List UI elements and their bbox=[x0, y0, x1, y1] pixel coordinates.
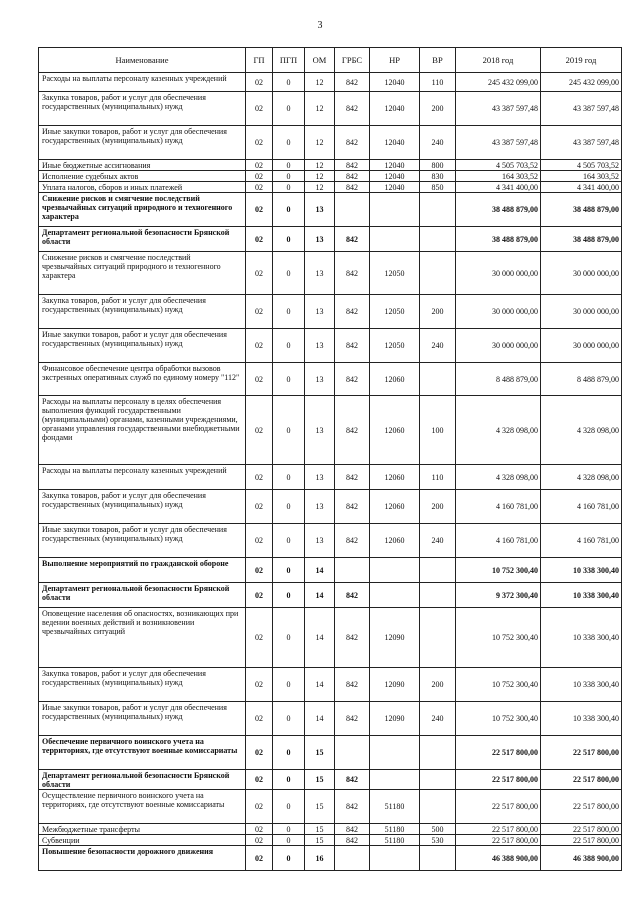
cell-y2018: 4 341 400,00 bbox=[456, 182, 541, 193]
cell-name: Повышение безопасности дорожного движения bbox=[39, 846, 246, 871]
cell-nr: 12090 bbox=[370, 608, 420, 668]
cell-pgp: 0 bbox=[273, 558, 305, 583]
cell-nr: 12090 bbox=[370, 702, 420, 736]
cell-y2019: 10 338 300,40 bbox=[541, 702, 622, 736]
table-row bbox=[39, 193, 622, 227]
cell-gp: 02 bbox=[246, 790, 273, 824]
cell-grbs: 842 bbox=[335, 295, 370, 329]
cell-om: 14 bbox=[305, 608, 335, 668]
cell-name: Расходы на выплаты персоналу казенных учреждений bbox=[39, 73, 246, 92]
cell-pgp: 0 bbox=[273, 160, 305, 171]
cell-name: Департамент региональной безопасности Брянской области bbox=[39, 227, 246, 252]
cell-grbs: 842 bbox=[335, 490, 370, 524]
cell-gp: 02 bbox=[246, 396, 273, 465]
cell-nr: 12040 bbox=[370, 160, 420, 171]
cell-om: 16 bbox=[305, 846, 335, 871]
table-row bbox=[39, 835, 622, 846]
cell-pgp: 0 bbox=[273, 329, 305, 363]
header-name: Наименование bbox=[39, 48, 246, 73]
table-row bbox=[39, 160, 622, 171]
header-vr: ВР bbox=[420, 48, 456, 73]
cell-nr: 12040 bbox=[370, 126, 420, 160]
cell-om: 13 bbox=[305, 524, 335, 558]
table-row bbox=[39, 396, 622, 465]
cell-gp: 02 bbox=[246, 835, 273, 846]
cell-nr: 12040 bbox=[370, 182, 420, 193]
cell-nr bbox=[370, 193, 420, 227]
cell-y2018: 22 517 800,00 bbox=[456, 790, 541, 824]
cell-nr: 12090 bbox=[370, 668, 420, 702]
cell-grbs bbox=[335, 558, 370, 583]
table-row bbox=[39, 490, 622, 524]
cell-grbs bbox=[335, 736, 370, 770]
cell-name: Межбюджетные трансферты bbox=[39, 824, 246, 835]
cell-pgp: 0 bbox=[273, 227, 305, 252]
cell-vr: 800 bbox=[420, 160, 456, 171]
cell-pgp: 0 bbox=[273, 490, 305, 524]
cell-gp: 02 bbox=[246, 126, 273, 160]
cell-y2019: 4 505 703,52 bbox=[541, 160, 622, 171]
cell-vr bbox=[420, 846, 456, 871]
cell-grbs: 842 bbox=[335, 329, 370, 363]
cell-grbs: 842 bbox=[335, 182, 370, 193]
cell-y2019: 164 303,52 bbox=[541, 171, 622, 182]
cell-vr: 200 bbox=[420, 490, 456, 524]
cell-grbs: 842 bbox=[335, 465, 370, 490]
table-row bbox=[39, 668, 622, 702]
cell-om: 15 bbox=[305, 824, 335, 835]
cell-vr: 240 bbox=[420, 126, 456, 160]
page-number: 3 bbox=[317, 20, 323, 31]
cell-y2019: 4 160 781,00 bbox=[541, 524, 622, 558]
cell-gp: 02 bbox=[246, 171, 273, 182]
cell-om: 12 bbox=[305, 182, 335, 193]
cell-nr bbox=[370, 846, 420, 871]
cell-grbs: 842 bbox=[335, 524, 370, 558]
cell-grbs: 842 bbox=[335, 702, 370, 736]
cell-y2018: 22 517 800,00 bbox=[456, 835, 541, 846]
table-row bbox=[39, 182, 622, 193]
cell-name: Департамент региональной безопасности Брянской области bbox=[39, 770, 246, 790]
cell-y2018: 10 752 300,40 bbox=[456, 608, 541, 668]
cell-pgp: 0 bbox=[273, 182, 305, 193]
cell-om: 14 bbox=[305, 702, 335, 736]
cell-nr: 12040 bbox=[370, 171, 420, 182]
table-row bbox=[39, 558, 622, 583]
table-row bbox=[39, 846, 622, 871]
cell-gp: 02 bbox=[246, 160, 273, 171]
cell-nr: 12050 bbox=[370, 295, 420, 329]
table-row bbox=[39, 252, 622, 295]
cell-nr: 51180 bbox=[370, 790, 420, 824]
cell-name: Иные закупки товаров, работ и услуг для обеспечения государственных (муниципальных) нужд bbox=[39, 126, 246, 160]
cell-gp: 02 bbox=[246, 73, 273, 92]
cell-y2019: 43 387 597,48 bbox=[541, 126, 622, 160]
cell-name: Выполнение мероприятий по гражданской обороне bbox=[39, 558, 246, 583]
table-row bbox=[39, 171, 622, 182]
cell-om: 13 bbox=[305, 396, 335, 465]
cell-pgp: 0 bbox=[273, 702, 305, 736]
cell-y2018: 10 752 300,40 bbox=[456, 668, 541, 702]
cell-om: 14 bbox=[305, 583, 335, 608]
cell-y2018: 4 328 098,00 bbox=[456, 465, 541, 490]
cell-y2018: 38 488 879,00 bbox=[456, 193, 541, 227]
cell-nr bbox=[370, 227, 420, 252]
cell-pgp: 0 bbox=[273, 363, 305, 396]
cell-y2018: 30 000 000,00 bbox=[456, 295, 541, 329]
cell-y2019: 30 000 000,00 bbox=[541, 295, 622, 329]
cell-vr: 850 bbox=[420, 182, 456, 193]
cell-nr: 12040 bbox=[370, 92, 420, 126]
cell-vr: 830 bbox=[420, 171, 456, 182]
cell-om: 12 bbox=[305, 160, 335, 171]
cell-grbs: 842 bbox=[335, 770, 370, 790]
cell-vr: 100 bbox=[420, 396, 456, 465]
cell-vr bbox=[420, 790, 456, 824]
budget-table bbox=[38, 47, 622, 871]
table-row bbox=[39, 524, 622, 558]
cell-vr bbox=[420, 608, 456, 668]
cell-name: Оповещение населения об опасностях, возникающих при ведении военных действий и возникновении чрезвычайных ситуаций bbox=[39, 608, 246, 668]
cell-y2019: 22 517 800,00 bbox=[541, 824, 622, 835]
cell-gp: 02 bbox=[246, 363, 273, 396]
cell-gp: 02 bbox=[246, 583, 273, 608]
cell-y2018: 10 752 300,40 bbox=[456, 558, 541, 583]
cell-y2018: 4 505 703,52 bbox=[456, 160, 541, 171]
cell-pgp: 0 bbox=[273, 790, 305, 824]
cell-y2018: 30 000 000,00 bbox=[456, 329, 541, 363]
cell-om: 12 bbox=[305, 92, 335, 126]
cell-y2018: 22 517 800,00 bbox=[456, 824, 541, 835]
cell-om: 13 bbox=[305, 329, 335, 363]
cell-y2018: 4 160 781,00 bbox=[456, 490, 541, 524]
cell-vr: 240 bbox=[420, 329, 456, 363]
cell-pgp: 0 bbox=[273, 126, 305, 160]
cell-y2019: 22 517 800,00 bbox=[541, 790, 622, 824]
cell-om: 13 bbox=[305, 252, 335, 295]
cell-vr: 200 bbox=[420, 295, 456, 329]
cell-nr bbox=[370, 770, 420, 790]
cell-y2018: 164 303,52 bbox=[456, 171, 541, 182]
cell-om: 15 bbox=[305, 790, 335, 824]
cell-name: Расходы на выплаты персоналу в целях обеспечения выполнения функций государственными (муниципальными) органами, казенными учреждениями, органами управления государственными внебюджетными фондами bbox=[39, 396, 246, 465]
cell-pgp: 0 bbox=[273, 736, 305, 770]
cell-y2019: 30 000 000,00 bbox=[541, 252, 622, 295]
cell-name: Снижение рисков и смягчение последствий чрезвычайных ситуаций природного и техногенного характера bbox=[39, 193, 246, 227]
cell-vr bbox=[420, 736, 456, 770]
cell-gp: 02 bbox=[246, 182, 273, 193]
cell-om: 13 bbox=[305, 490, 335, 524]
cell-y2019: 4 328 098,00 bbox=[541, 465, 622, 490]
cell-nr: 12050 bbox=[370, 329, 420, 363]
cell-y2018: 30 000 000,00 bbox=[456, 252, 541, 295]
cell-grbs: 842 bbox=[335, 92, 370, 126]
cell-pgp: 0 bbox=[273, 171, 305, 182]
cell-name: Расходы на выплаты персоналу казенных учреждений bbox=[39, 465, 246, 490]
cell-grbs: 842 bbox=[335, 790, 370, 824]
cell-grbs: 842 bbox=[335, 126, 370, 160]
table-row bbox=[39, 465, 622, 490]
cell-gp: 02 bbox=[246, 193, 273, 227]
cell-name: Департамент региональной безопасности Брянской области bbox=[39, 583, 246, 608]
cell-gp: 02 bbox=[246, 608, 273, 668]
cell-om: 15 bbox=[305, 736, 335, 770]
cell-y2019: 10 338 300,40 bbox=[541, 608, 622, 668]
cell-y2019: 10 338 300,40 bbox=[541, 668, 622, 702]
cell-vr: 200 bbox=[420, 92, 456, 126]
cell-om: 14 bbox=[305, 668, 335, 702]
cell-name: Иные бюджетные ассигнования bbox=[39, 160, 246, 171]
cell-y2019: 22 517 800,00 bbox=[541, 835, 622, 846]
cell-vr: 110 bbox=[420, 465, 456, 490]
cell-pgp: 0 bbox=[273, 835, 305, 846]
header-grbs: ГРБС bbox=[335, 48, 370, 73]
cell-vr: 500 bbox=[420, 824, 456, 835]
cell-nr: 12040 bbox=[370, 73, 420, 92]
cell-y2019: 4 328 098,00 bbox=[541, 396, 622, 465]
table-row bbox=[39, 73, 622, 92]
cell-name: Снижение рисков и смягчение последствий чрезвычайных ситуаций природного и техногенного характера bbox=[39, 252, 246, 295]
cell-y2018: 9 372 300,40 bbox=[456, 583, 541, 608]
cell-y2019: 10 338 300,40 bbox=[541, 558, 622, 583]
table-row bbox=[39, 295, 622, 329]
cell-vr bbox=[420, 252, 456, 295]
cell-grbs bbox=[335, 193, 370, 227]
cell-gp: 02 bbox=[246, 329, 273, 363]
cell-y2018: 43 387 597,48 bbox=[456, 126, 541, 160]
header-pgp: ПГП bbox=[273, 48, 305, 73]
cell-grbs: 842 bbox=[335, 160, 370, 171]
cell-pgp: 0 bbox=[273, 295, 305, 329]
cell-nr: 12050 bbox=[370, 252, 420, 295]
cell-name: Иные закупки товаров, работ и услуг для обеспечения государственных (муниципальных) нужд bbox=[39, 524, 246, 558]
cell-nr bbox=[370, 583, 420, 608]
table-row bbox=[39, 770, 622, 790]
cell-gp: 02 bbox=[246, 558, 273, 583]
cell-pgp: 0 bbox=[273, 770, 305, 790]
cell-gp: 02 bbox=[246, 465, 273, 490]
cell-nr: 12060 bbox=[370, 490, 420, 524]
cell-om: 15 bbox=[305, 835, 335, 846]
cell-gp: 02 bbox=[246, 702, 273, 736]
cell-om: 15 bbox=[305, 770, 335, 790]
cell-grbs: 842 bbox=[335, 824, 370, 835]
cell-y2019: 4 341 400,00 bbox=[541, 182, 622, 193]
cell-grbs: 842 bbox=[335, 668, 370, 702]
cell-vr: 110 bbox=[420, 73, 456, 92]
cell-vr: 240 bbox=[420, 702, 456, 736]
table-row bbox=[39, 92, 622, 126]
table-row bbox=[39, 790, 622, 824]
cell-y2019: 22 517 800,00 bbox=[541, 770, 622, 790]
cell-vr: 530 bbox=[420, 835, 456, 846]
table-row bbox=[39, 702, 622, 736]
cell-gp: 02 bbox=[246, 824, 273, 835]
cell-name: Исполнение судебных актов bbox=[39, 171, 246, 182]
cell-vr: 200 bbox=[420, 668, 456, 702]
cell-y2019: 30 000 000,00 bbox=[541, 329, 622, 363]
cell-grbs: 842 bbox=[335, 171, 370, 182]
cell-y2018: 46 388 900,00 bbox=[456, 846, 541, 871]
cell-grbs: 842 bbox=[335, 396, 370, 465]
cell-grbs: 842 bbox=[335, 583, 370, 608]
cell-name: Субвенции bbox=[39, 835, 246, 846]
cell-y2019: 245 432 099,00 bbox=[541, 73, 622, 92]
cell-gp: 02 bbox=[246, 770, 273, 790]
cell-pgp: 0 bbox=[273, 73, 305, 92]
cell-y2019: 46 388 900,00 bbox=[541, 846, 622, 871]
table-row bbox=[39, 363, 622, 396]
cell-om: 12 bbox=[305, 126, 335, 160]
header-om: ОМ bbox=[305, 48, 335, 73]
cell-y2019: 10 338 300,40 bbox=[541, 583, 622, 608]
cell-y2019: 4 160 781,00 bbox=[541, 490, 622, 524]
cell-gp: 02 bbox=[246, 736, 273, 770]
cell-vr bbox=[420, 227, 456, 252]
cell-nr: 12060 bbox=[370, 465, 420, 490]
cell-nr: 12060 bbox=[370, 524, 420, 558]
table-body bbox=[39, 73, 622, 871]
cell-pgp: 0 bbox=[273, 193, 305, 227]
table-row bbox=[39, 126, 622, 160]
table-row bbox=[39, 736, 622, 770]
cell-gp: 02 bbox=[246, 846, 273, 871]
cell-grbs: 842 bbox=[335, 835, 370, 846]
cell-grbs: 842 bbox=[335, 363, 370, 396]
table-header-row bbox=[39, 48, 622, 73]
cell-y2019: 38 488 879,00 bbox=[541, 227, 622, 252]
cell-om: 13 bbox=[305, 227, 335, 252]
cell-nr: 12060 bbox=[370, 396, 420, 465]
cell-y2018: 8 488 879,00 bbox=[456, 363, 541, 396]
cell-pgp: 0 bbox=[273, 608, 305, 668]
cell-y2019: 22 517 800,00 bbox=[541, 736, 622, 770]
cell-y2018: 22 517 800,00 bbox=[456, 736, 541, 770]
cell-name: Закупка товаров, работ и услуг для обеспечения государственных (муниципальных) нужд bbox=[39, 295, 246, 329]
cell-grbs bbox=[335, 846, 370, 871]
cell-vr bbox=[420, 583, 456, 608]
cell-y2018: 4 160 781,00 bbox=[456, 524, 541, 558]
cell-name: Осуществление первичного воинского учета на территориях, где отсутствуют военные комиссариаты bbox=[39, 790, 246, 824]
cell-name: Финансовое обеспечение центра обработки вызовов экстренных оперативных служб по единому номеру "112" bbox=[39, 363, 246, 396]
cell-y2018: 43 387 597,48 bbox=[456, 92, 541, 126]
table-row bbox=[39, 824, 622, 835]
cell-nr bbox=[370, 558, 420, 583]
cell-pgp: 0 bbox=[273, 396, 305, 465]
cell-name: Закупка товаров, работ и услуг для обеспечения государственных (муниципальных) нужд bbox=[39, 92, 246, 126]
cell-vr bbox=[420, 558, 456, 583]
cell-om: 12 bbox=[305, 171, 335, 182]
cell-name: Уплата налогов, сборов и иных платежей bbox=[39, 182, 246, 193]
cell-nr: 12060 bbox=[370, 363, 420, 396]
cell-pgp: 0 bbox=[273, 92, 305, 126]
cell-om: 14 bbox=[305, 558, 335, 583]
cell-pgp: 0 bbox=[273, 583, 305, 608]
cell-gp: 02 bbox=[246, 668, 273, 702]
cell-y2018: 4 328 098,00 bbox=[456, 396, 541, 465]
cell-grbs: 842 bbox=[335, 608, 370, 668]
header-gp: ГП bbox=[246, 48, 273, 73]
cell-y2018: 245 432 099,00 bbox=[456, 73, 541, 92]
cell-gp: 02 bbox=[246, 92, 273, 126]
cell-y2018: 38 488 879,00 bbox=[456, 227, 541, 252]
cell-y2018: 22 517 800,00 bbox=[456, 770, 541, 790]
cell-vr bbox=[420, 770, 456, 790]
cell-name: Закупка товаров, работ и услуг для обеспечения государственных (муниципальных) нужд bbox=[39, 668, 246, 702]
cell-pgp: 0 bbox=[273, 824, 305, 835]
cell-om: 13 bbox=[305, 193, 335, 227]
header-nr: НР bbox=[370, 48, 420, 73]
cell-om: 13 bbox=[305, 363, 335, 396]
cell-y2019: 8 488 879,00 bbox=[541, 363, 622, 396]
cell-vr bbox=[420, 193, 456, 227]
table-row bbox=[39, 583, 622, 608]
cell-om: 13 bbox=[305, 295, 335, 329]
cell-om: 12 bbox=[305, 73, 335, 92]
cell-grbs: 842 bbox=[335, 227, 370, 252]
cell-vr: 240 bbox=[420, 524, 456, 558]
cell-pgp: 0 bbox=[273, 524, 305, 558]
table-row bbox=[39, 608, 622, 668]
cell-grbs: 842 bbox=[335, 252, 370, 295]
cell-nr bbox=[370, 736, 420, 770]
cell-name: Закупка товаров, работ и услуг для обеспечения государственных (муниципальных) нужд bbox=[39, 490, 246, 524]
cell-gp: 02 bbox=[246, 252, 273, 295]
cell-gp: 02 bbox=[246, 295, 273, 329]
cell-vr bbox=[420, 363, 456, 396]
cell-nr: 51180 bbox=[370, 824, 420, 835]
cell-grbs: 842 bbox=[335, 73, 370, 92]
cell-y2019: 38 488 879,00 bbox=[541, 193, 622, 227]
header-2019: 2019 год bbox=[541, 48, 622, 73]
cell-gp: 02 bbox=[246, 524, 273, 558]
cell-name: Обеспечение первичного воинского учета на территориях, где отсутствуют военные комиссариаты bbox=[39, 736, 246, 770]
cell-gp: 02 bbox=[246, 227, 273, 252]
table-row bbox=[39, 329, 622, 363]
cell-name: Иные закупки товаров, работ и услуг для обеспечения государственных (муниципальных) нужд bbox=[39, 702, 246, 736]
cell-nr: 51180 bbox=[370, 835, 420, 846]
table-row bbox=[39, 227, 622, 252]
cell-pgp: 0 bbox=[273, 846, 305, 871]
cell-pgp: 0 bbox=[273, 668, 305, 702]
header-2018: 2018 год bbox=[456, 48, 541, 73]
cell-y2019: 43 387 597,48 bbox=[541, 92, 622, 126]
cell-gp: 02 bbox=[246, 490, 273, 524]
cell-name: Иные закупки товаров, работ и услуг для обеспечения государственных (муниципальных) нужд bbox=[39, 329, 246, 363]
cell-y2018: 10 752 300,40 bbox=[456, 702, 541, 736]
cell-pgp: 0 bbox=[273, 252, 305, 295]
cell-pgp: 0 bbox=[273, 465, 305, 490]
cell-om: 13 bbox=[305, 465, 335, 490]
